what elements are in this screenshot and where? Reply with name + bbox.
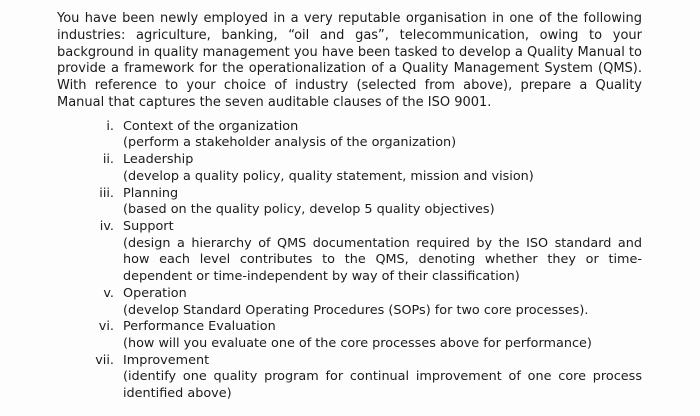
clause-item xyxy=(57,186,642,219)
clause-body xyxy=(123,186,642,219)
clause-title: Context of the organization xyxy=(123,118,299,134)
clause-body xyxy=(123,319,642,352)
clause-detail: (develop a quality policy, quality statement, mission and vision) xyxy=(123,168,534,184)
clause-item xyxy=(57,119,642,152)
clause-number: v. xyxy=(103,285,114,301)
clause-item xyxy=(57,152,642,185)
clause-detail: (develop Standard Operating Procedures (SOPs) for two core processes). xyxy=(123,302,589,318)
clause-number: vi. xyxy=(98,319,114,335)
clause-title: Support xyxy=(123,219,174,234)
clause-number: iii. xyxy=(99,185,114,201)
clause-title: Performance Evaluation xyxy=(123,319,276,335)
clause-item xyxy=(57,319,642,352)
clause-item xyxy=(57,219,642,286)
clause-number: iv. xyxy=(99,219,114,234)
clause-title: Leadership xyxy=(123,152,194,168)
clause-list xyxy=(57,119,642,403)
clause-detail: (based on the quality policy, develop 5 quality objectives) xyxy=(123,202,495,218)
clause-detail: (how will you evaluate one of the core processes above for performance) xyxy=(123,335,592,351)
clause-title: Planning xyxy=(123,185,179,201)
intro-paragraph: You have been newly employed in a very reputable organisation in one of the following industries: agriculture, banking, “oil and gas”, telecommunication, owing to your background in quality management you have been tasked to develop a Quality Manual to provide a framework for the operationalization of a Quality Management System (QMS). With reference to your choice of industry (selected from above), prepare a Quality Manual that captures the seven auditable clauses of the ISO 9001. xyxy=(57,11,642,110)
clause-number: ii. xyxy=(102,152,114,168)
clause-body xyxy=(123,119,642,152)
clause-number: i. xyxy=(106,118,114,134)
clause-body xyxy=(123,353,642,403)
clause-item xyxy=(57,286,642,319)
clause-number: vii. xyxy=(95,352,114,368)
clause-detail: (identify one quality program for continual improvement of one core process identified above) xyxy=(123,369,642,402)
clause-item xyxy=(57,353,642,403)
clause-detail: (design a hierarchy of QMS documentation required by the ISO standard and how each level contributes to the QMS, denoting whether they or time-dependent or time-independent by way of their classification) xyxy=(123,235,642,285)
clause-body xyxy=(123,219,642,286)
clause-title: Improvement xyxy=(123,352,210,368)
clause-body xyxy=(123,286,642,319)
clause-title: Operation xyxy=(123,285,187,301)
clause-body xyxy=(123,152,642,185)
clause-detail: (perform a stakeholder analysis of the organization) xyxy=(123,135,457,151)
